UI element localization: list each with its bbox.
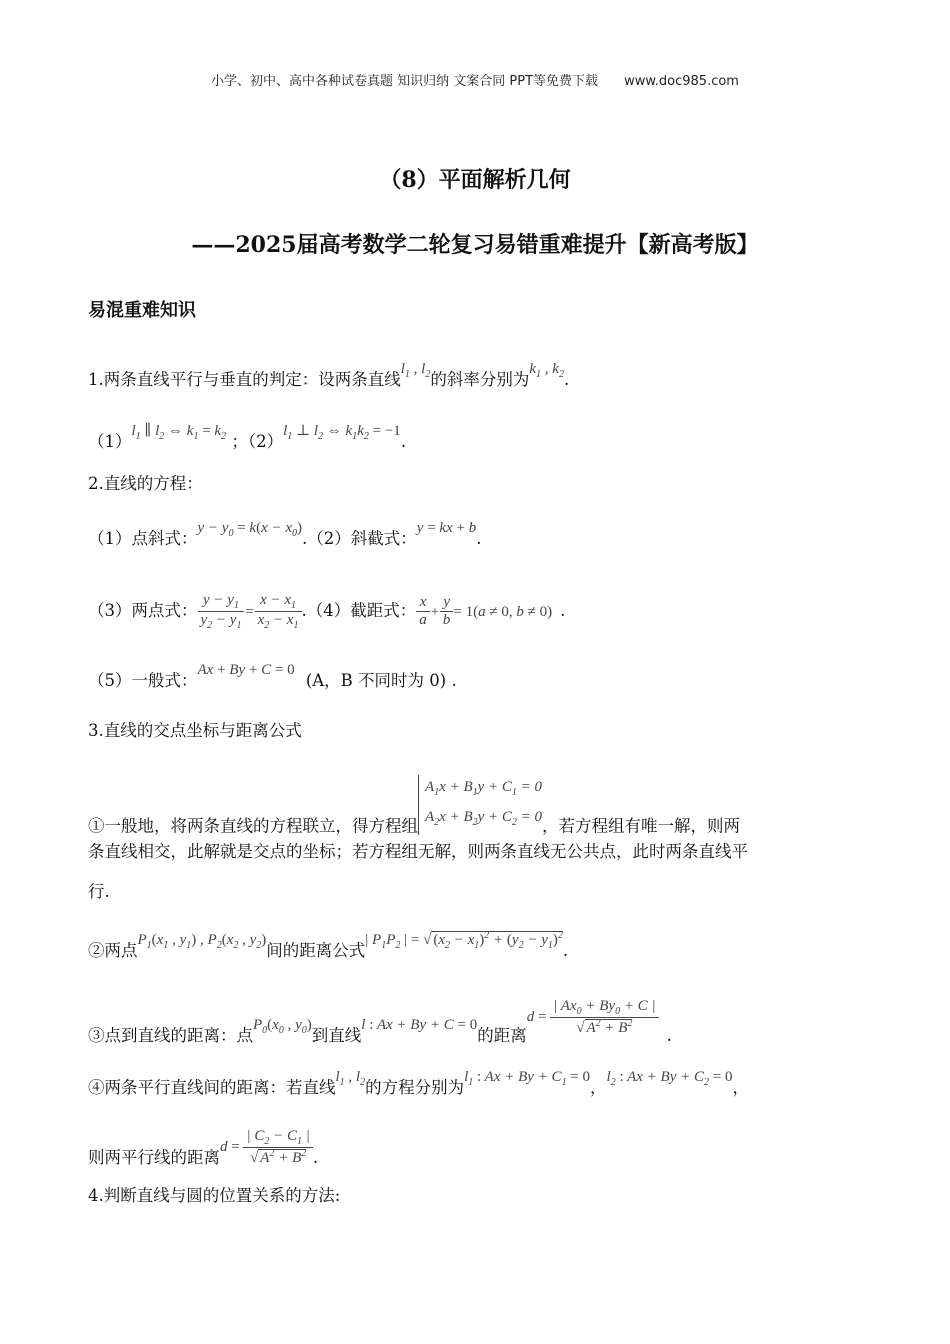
formula-general: Ax + By + C = 0 <box>197 662 295 678</box>
paragraph-3-1: ①一般地，将两条直线的方程联立，得方程组$A_1x + B_1y + C_1 = 0$ $A_2x + B_2y + C_2 = 0$，若方程组有唯一解，则两 <box>88 797 740 857</box>
paragraph-1-items: $(1)l_1$ ∥ $l_2$ ⇔ $k_1 = k_2$ ；$(2)l_1$ ⊥ $l_2$ ⇔ $k_1k_2 = -1$. <box>88 423 407 451</box>
formula-point-p0: $P_0(x_0$ , $y_0$) <box>253 1016 312 1036</box>
formula-intercept-y: $\frac{y}{b}$ <box>440 594 454 629</box>
page-header <box>0 70 950 89</box>
formula-distance: | $P_1P_2$ | = √ $(x_2 - x_1)^2 + (y_2 - y_1)^2$ <box>365 930 563 951</box>
paragraph-3-2: ②两点$P_1(x_1$ , $y_1$) , $P_2(x_2$ , $y_2$)间的距离公式| $P_1P_2$ | = √ $(x_2 - x_1)^2 + (y_2 - y_1)^2$. <box>88 930 569 960</box>
formula-two-point-rhs: $\frac{x - x_1}{x_2 - x_1}$ <box>255 592 302 631</box>
paragraph-3: 3.直线的交点坐标与距离公式 <box>88 721 302 740</box>
formula-points: $P_1(x_1$ , $y_1$) , $P_2(x_2$ , $y_2$) <box>137 932 267 951</box>
paragraph-2-1: （1）点斜式：$y - y_0 = k(x - x_0).(2)$斜截式：y = kx + b. <box>88 520 482 548</box>
formula-intercept-x: $\frac{x}{a}$ <box>416 594 430 629</box>
paragraph-3-3: ③点到直线的距离：点$P_0(x_0$ , $y_0$)到直线l : Ax + By + C = 0的距离d = $\frac{| Ax_0 + By_0 + C |}{√ A^2 + B^2}$ . <box>88 998 672 1045</box>
formula-point-slope: $y - y_0 = k(x - x_0)$ <box>197 520 303 539</box>
formula-l1-l2-b: $l_1$ , $l_2$ <box>335 1069 366 1088</box>
paragraph-3-4-cont: 则两平行线的距离d = $\frac{| C_2 - C_1 |}{√ A^2 + B^2}$ . <box>88 1128 319 1167</box>
doc-title: （8）平面解析几何 <box>379 167 571 193</box>
formula-l1-l2: $l_1$ , $l_2$ <box>400 361 431 380</box>
paragraph-4: 4.判断直线与圆的位置关系的方法: <box>88 1186 341 1205</box>
formula-parallel-distance: d = $\frac{| C_2 - C_1 |}{√ A^2 + B^2}$ <box>220 1139 313 1155</box>
paragraph-3-1-cont: 条直线相交，此解就是交点的坐标；若方程组无解，则两条直线无公共点，此时两条直线平 <box>88 842 748 861</box>
formula-l1-eq: $l_1$ : $Ax + By + C_1 = 0$ <box>464 1069 591 1088</box>
paragraph-3-1-end: 行. <box>88 882 110 901</box>
header-site: www.doc985.com <box>624 74 739 89</box>
doc-subtitle: ——2025届高考数学二轮复习易错重难提升【新高考版】 <box>191 232 759 258</box>
paragraph-2-5: （5）一般式：Ax + By + C = 0 (A，B 不同时为 0) . <box>88 662 457 690</box>
header-text: 小学、初中、高中各种试卷真题 知识归纳 文案合同 PPT等免费下载 <box>211 74 599 89</box>
formula-point-line-distance: d = $\frac{| Ax_0 + By_0 + C |}{√ A^2 + B^2}$ <box>527 1009 659 1025</box>
formula-perpendicular: $l_1$ ⊥ $l_2$ ⇔ $k_1k_2 = -1$ <box>283 423 401 442</box>
paragraph-3-4: ④两条平行直线间的距离：若直线$l_1$ , $l_2$的方程分别为$l_1$ : $Ax + By + C_1 = 0$，$l_2$ : $Ax + By + C_2 = 0$， <box>88 1069 749 1097</box>
section-heading: 易混重难知识 <box>88 300 196 321</box>
formula-l2-eq: $l_2$ : $Ax + By + C_2 = 0$ <box>606 1069 733 1088</box>
paragraph-2: 2.直线的方程： <box>88 474 203 493</box>
formula-line-l: l : Ax + By + C = 0 <box>361 1016 478 1033</box>
formula-parallel: $l_1$ ∥ $l_2$ ⇔ $k_1 = k_2$ <box>131 423 227 442</box>
paragraph-2-3: （3）两点式： $\frac{y - y_1}{y_2 - y_1}$ = $\frac{x - x_1}{x_2 - x_1}$ .（4）截距式： $\frac{x}{a}$ + $\frac{y}{b}$ = 1(a ≠ 0, b ≠ 0) . <box>88 592 566 631</box>
formula-two-point-lhs: $\frac{y - y_1}{y_2 - y_1}$ <box>198 592 245 631</box>
formula-k1-k2: $k_1$ , $k_2$ <box>529 361 564 380</box>
formula-intercept-cond: = 1(a ≠ 0, b ≠ 0) <box>453 604 553 620</box>
formula-slope-intercept: y = kx + b <box>416 520 477 536</box>
formula-system: $A_1x + B_1y + C_1 = 0$ $A_2x + B_2y + C_2 = 0$ <box>418 775 542 835</box>
paragraph-1: 1.两条直线平行与垂直的判定：设两条直线$l_1$ , $l_2$的斜率分别为$k_1$ , $k_2$. <box>88 361 570 389</box>
